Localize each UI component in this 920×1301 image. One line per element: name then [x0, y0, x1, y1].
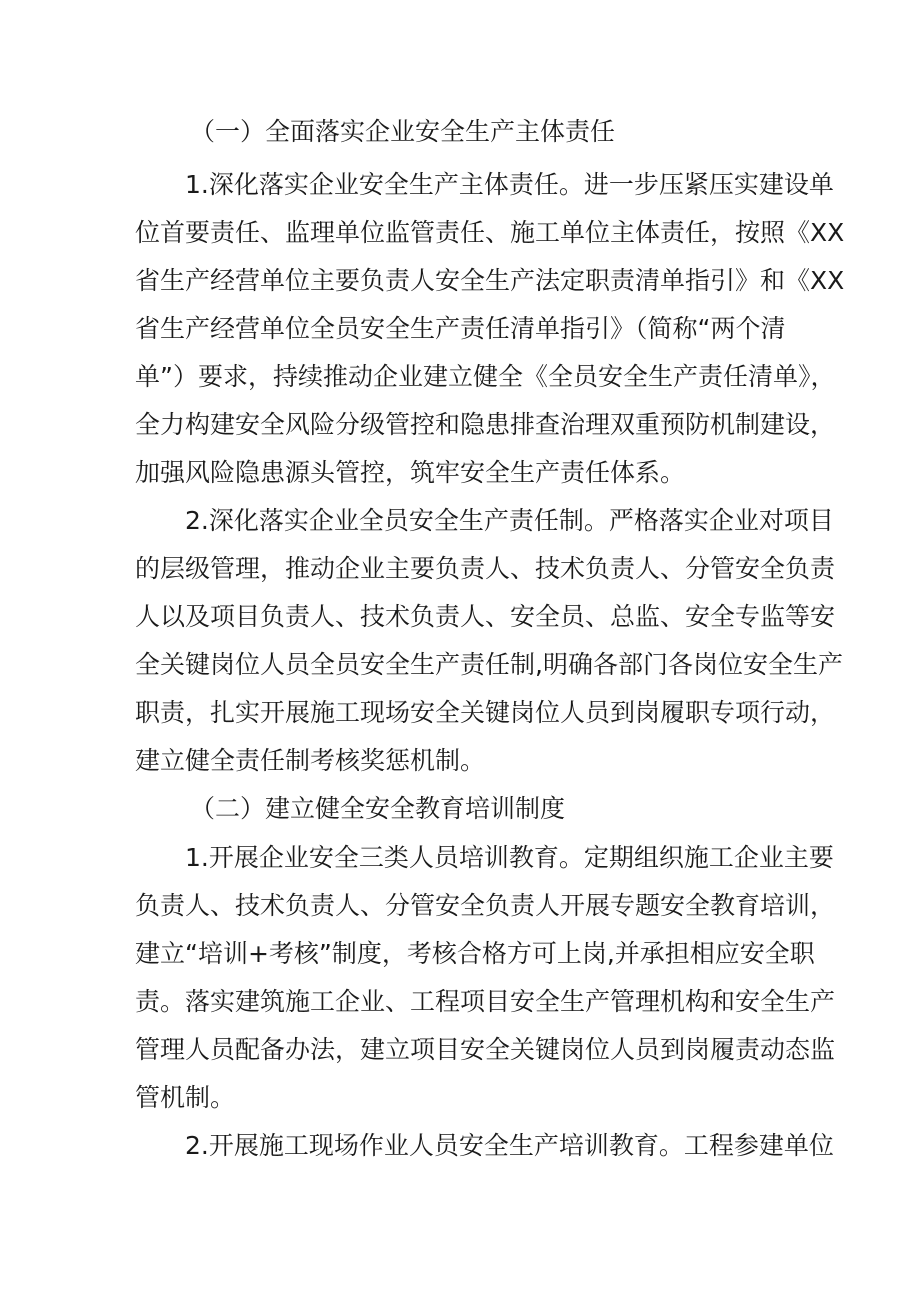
- section-2-item-1-line-3: 建立“培训+考核”制度，考核合格方可上岗,并承担相应安全职: [135, 939, 815, 968]
- section-2-item-1-line-1: 1.开展企业安全三类人员培训教育。定期组织施工企业主要: [185, 843, 834, 872]
- section-1-item-2-line-2: 的层级管理，推动企业主要负责人、技术负责人、分管安全负责: [135, 554, 836, 583]
- section-1-item-2-line-3: 人以及项目负责人、技术负责人、安全员、总监、安全专监等安: [135, 602, 836, 631]
- section-2-heading: （二）建立健全安全教育培训制度: [190, 794, 566, 823]
- section-1-item-1-line-4: 省生产经营单位全员安全生产责任清单指引》（简称“两个清: [135, 314, 786, 343]
- section-1-item-2-line-5: 职责，扎实开展施工现场安全关键岗位人员到岗履职专项行动，: [135, 698, 836, 727]
- section-2-item-2-line-1: 2.开展施工现场作业人员安全生产培训教育。工程参建单位: [185, 1131, 834, 1160]
- section-1-item-1-line-2: 位首要责任、监理单位监管责任、施工单位主体责任，按照《XX: [135, 218, 845, 247]
- section-1-item-1-line-6: 全力构建安全风险分级管控和隐患排查治理双重预防机制建设，: [135, 410, 836, 439]
- section-1-item-2-line-6: 建立健全责任制考核奖惩机制。: [135, 746, 486, 775]
- section-1-item-1-line-7: 加强风险隐患源头管控，筑牢安全生产责任体系。: [135, 458, 686, 487]
- section-2-item-1-line-2: 负责人、技术负责人、分管安全负责人开展专题安全教育培训，: [135, 891, 836, 920]
- section-1-heading: （一）全面落实企业安全生产主体责任: [190, 117, 616, 146]
- section-1-item-1-line-3: 省生产经营单位主要负责人安全生产法定职责清单指引》和《XX: [135, 266, 845, 295]
- section-1-item-1-line-5: 单”）要求，持续推动企业建立健全《全员安全生产责任清单》，: [135, 362, 836, 391]
- section-1-item-2-line-1: 2.深化落实企业全员安全生产责任制。严格落实企业对项目: [185, 506, 834, 535]
- section-1-item-2-line-4: 全关键岗位人员全员安全生产责任制,明确各部门各岗位安全生产: [135, 650, 843, 679]
- section-2-item-1-line-4: 责。落实建筑施工企业、工程项目安全生产管理机构和安全生产: [135, 987, 836, 1016]
- section-2-item-1-line-6: 管机制。: [135, 1083, 236, 1112]
- section-1-item-1-line-1: 1.深化落实企业安全生产主体责任。进一步压紧压实建设单: [185, 170, 834, 199]
- section-2-item-1-line-5: 管理人员配备办法，建立项目安全关键岗位人员到岗履责动态监: [135, 1035, 836, 1064]
